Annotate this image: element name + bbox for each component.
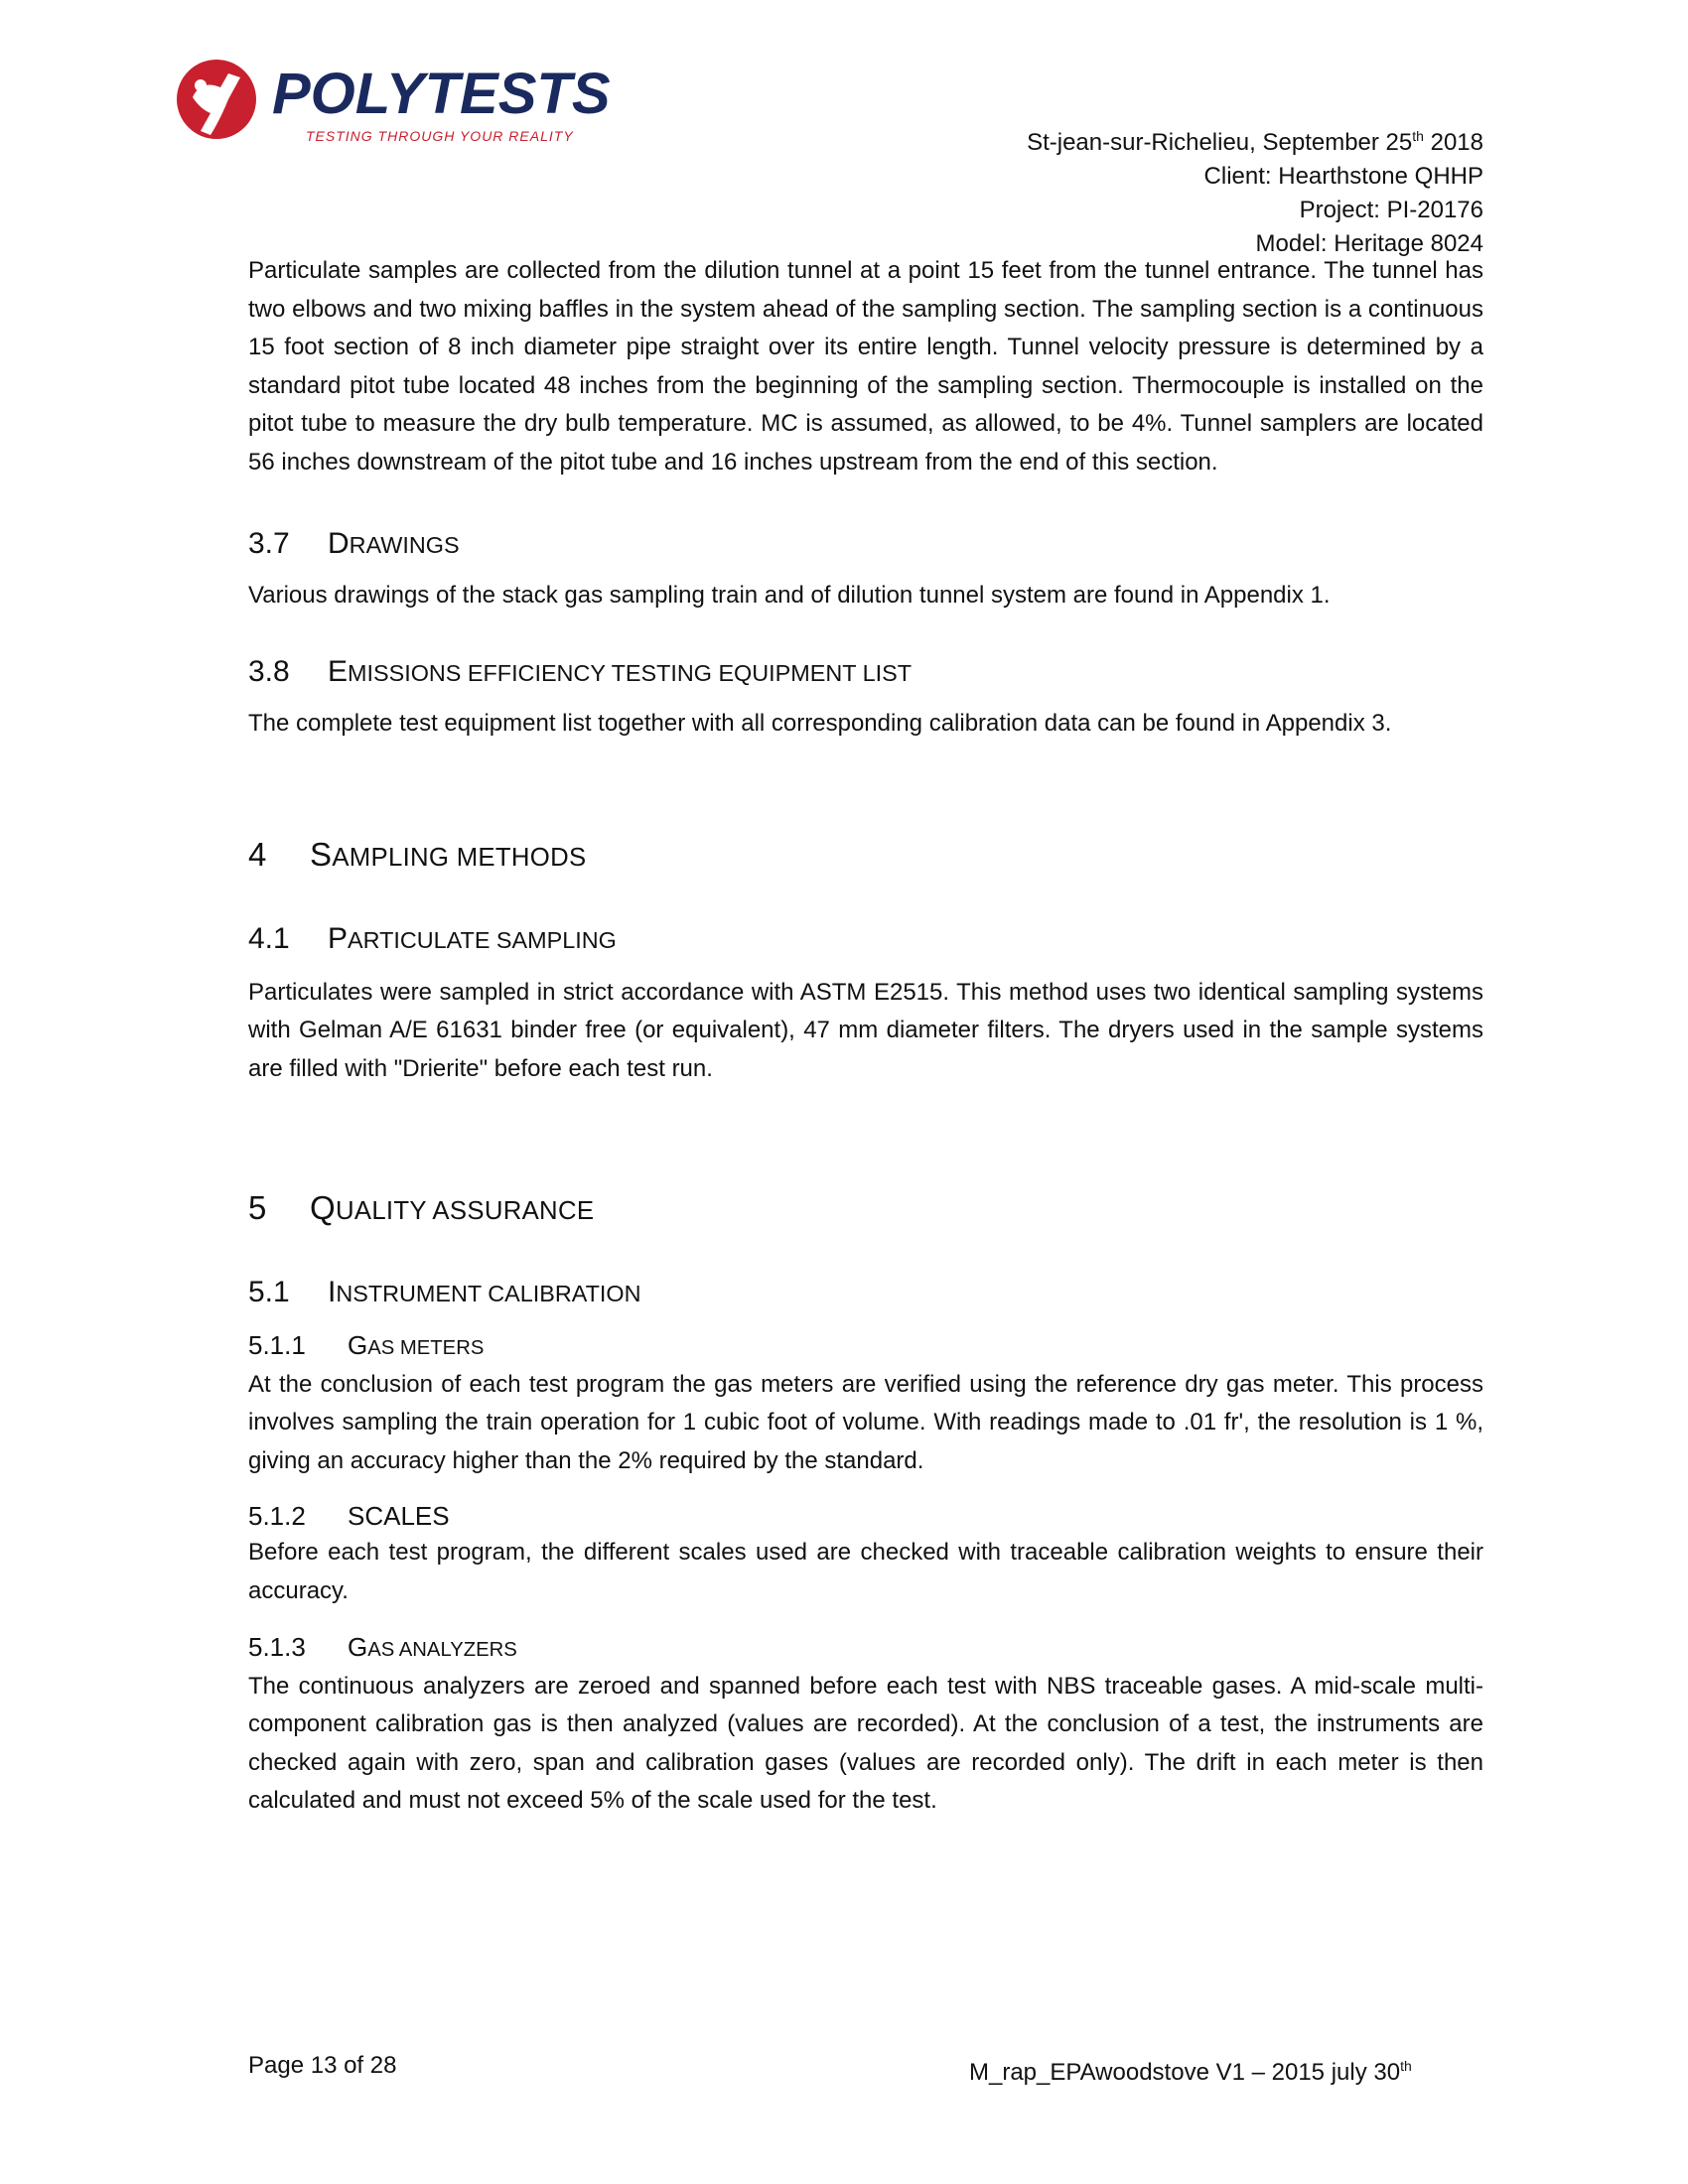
- header-location-date: St-jean-sur-Richelieu, September 25th 2018: [1027, 128, 1483, 156]
- header-project: Project: PI-20176: [1299, 197, 1483, 223]
- section-5-1-1-text: At the conclusion of each test program the gas meters are verified using the reference dry gas meter. This process involves sampling the train operation for 1 cubic foot of volume. With readings made to .01 fr', the resolution is 1 %, giving an accuracy higher than the 2% required by the standard.: [248, 1370, 1483, 1474]
- header-client: Client: Hearthstone QHHP: [1203, 163, 1483, 190]
- heading-5-1-2: 5.1.2 SCALES: [248, 1501, 450, 1532]
- header-meta: [1027, 119, 1483, 261]
- section-5-1-2-text: Before each test program, the different scales used are checked with traceable calibration weights to ensure their accuracy.: [248, 1539, 1483, 1604]
- heading-5-1-1: 5.1.1 GAS METERS: [248, 1329, 485, 1360]
- section-4-1-text: Particulates were sampled in strict accordance with ASTM E2515. This method uses two identical sampling systems with Gelman A/E 61631 binder free (or equivalent), 47 mm diameter filters. The dryers used in the sample systems are filled with "Drierite" before each test run.: [248, 978, 1483, 1082]
- heading-5-1-3: 5.1.3 GAS ANALYZERS: [248, 1631, 517, 1662]
- heading-5-1: 5.1 INSTRUMENT CALIBRATION: [248, 1275, 641, 1308]
- heading-5: 5 QUALITY ASSURANCE: [248, 1188, 595, 1226]
- heading-4: 4 SAMPLING METHODS: [248, 835, 587, 873]
- intro-paragraph: Particulate samples are collected from the dilution tunnel at a point 15 feet from the tunnel entrance. The tunnel has two elbows and two mixing baffles in the system ahead of the sampling section. The sampling section is a continuous 15 foot section of 8 inch diameter pipe straight over its entire length. Tunnel velocity pressure is determined by a standard pitot tube located 48 inches from the beginning of the sampling section. Thermocouple is installed on the pitot tube to measure the dry bulb temperature. MC is assumed, as allowed, to be 4%. Tunnel samplers are located 56 inches downstream of the pitot tube and 16 inches upstream from the end of this section.: [248, 257, 1483, 476]
- page-footer: [248, 2049, 1483, 2086]
- section-5-1-3-text: The continuous analyzers are zeroed and spanned before each test with NBS traceable gases. A mid-scale multi-component calibration gas is then analyzed (values are recorded). At the conclusion of a test, the instruments are checked again with zero, span and calibration gases (values are recorded only). The drift in each meter is then calculated and must not exceed 5% of the scale used for the test.: [248, 1672, 1483, 1815]
- logo-tagline: TESTING THROUGH YOUR REALITY: [306, 128, 574, 144]
- header-model: Model: Heritage 8024: [1255, 230, 1483, 257]
- heading-4-1: 4.1 PARTICULATE SAMPLING: [248, 921, 617, 955]
- heading-3-8: 3.8 EMISSIONS EFFICIENCY TESTING EQUIPMENT LIST: [248, 655, 912, 689]
- document-reference: M_rap_EPAwoodstove V1 – 2015 july 30th: [969, 2058, 1412, 2086]
- section-3-8-text: The complete test equipment list together with all corresponding calibration data can be found in Appendix 3.: [248, 710, 1392, 738]
- heading-3-7: 3.7 DRAWINGS: [248, 526, 460, 560]
- document-body: [248, 252, 1483, 1821]
- page-number: Page 13 of 28: [248, 2052, 397, 2079]
- section-3-7-text: Various drawings of the stack gas sampling train and of dilution tunnel system are found in Appendix 1.: [248, 581, 1331, 609]
- logo-brand: POLYTESTS: [272, 62, 611, 126]
- polytests-logo: [171, 58, 628, 157]
